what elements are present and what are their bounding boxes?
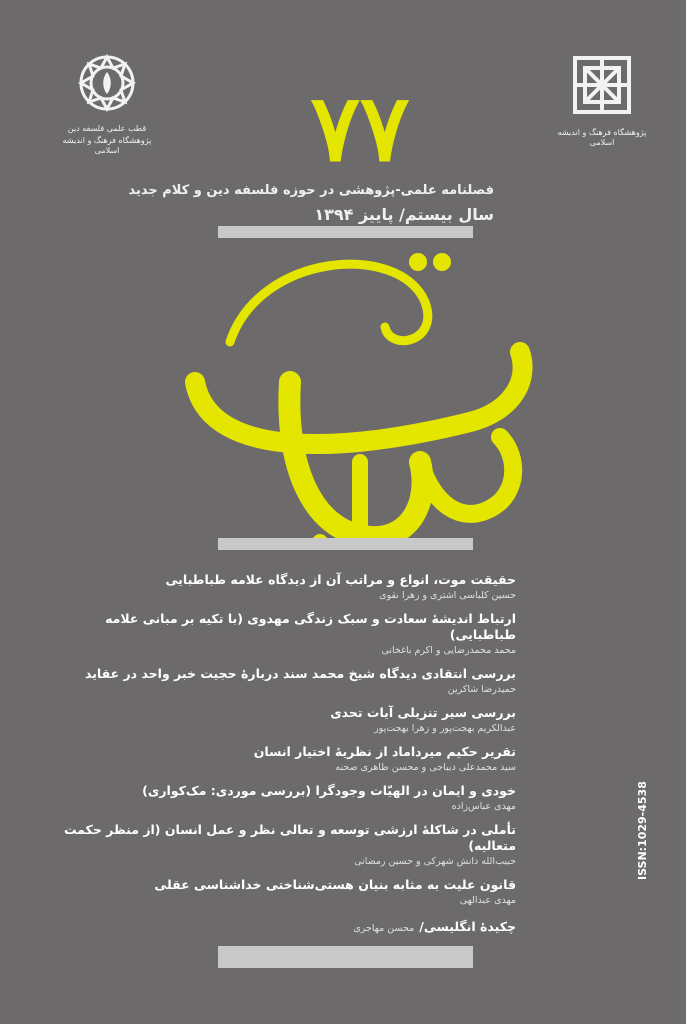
left-logo-caption-2: پژوهشگاه فرهنگ و اندیشه اسلامی bbox=[62, 136, 152, 155]
article-authors: حبیب‌الله دانش شهرکی و حسین رمضانی bbox=[354, 856, 516, 867]
article-authors: محمد محمدرضایی و اکرم باغخانی bbox=[381, 645, 516, 656]
toc-item bbox=[46, 744, 516, 774]
toc-item bbox=[46, 666, 516, 696]
article-title: تقریر حکیم میرداماد از نظریهٔ اختیار انسان bbox=[253, 744, 516, 759]
toc-item bbox=[46, 877, 516, 907]
article-authors: مهدی عباس‌زاده bbox=[451, 801, 516, 812]
issue-number: ۷۷ bbox=[310, 74, 410, 182]
qabasat-calligraphy-logo bbox=[170, 232, 550, 552]
right-logo-caption: پژوهشگاه فرهنگ و اندیشه اسلامی bbox=[557, 128, 647, 147]
bottom-bar bbox=[218, 946, 473, 968]
university-logo bbox=[52, 48, 162, 156]
article-title: تأملی در شاکلهٔ ارزشی توسعه و تعالی نظر و عمل انسان (از منظر حکمت متعالیه) bbox=[63, 822, 516, 853]
article-title: قانون علیت به مثابه بنیان هستی‌شناختی خداشناسی عقلی bbox=[154, 877, 516, 892]
article-authors: حمیدرضا شاکرین bbox=[447, 684, 516, 695]
article-authors: عبدالکریم بهجت‌پور و زهرا بهجت‌پور bbox=[374, 723, 516, 734]
toc-item bbox=[46, 572, 516, 602]
year-season: سال بیستم/ پاییز ۱۳۹۴ bbox=[314, 205, 494, 224]
toc-item bbox=[46, 611, 516, 657]
article-authors: مهدی عبدالهی bbox=[459, 895, 516, 906]
article-title: حقیقت موت، انواع و مراتب آن از دیدگاه علامه طباطبایی bbox=[165, 572, 516, 587]
article-title: ارتباط اندیشهٔ سعادت و سبک زندگی مهدوی (با تکیه بر مبانی علامه طباطبایی) bbox=[105, 611, 516, 642]
toc-item bbox=[46, 916, 516, 935]
article-title: چکیدهٔ انگلیسی/ bbox=[419, 919, 516, 934]
table-of-contents bbox=[46, 572, 516, 944]
toc-item bbox=[46, 783, 516, 813]
toc-item bbox=[46, 822, 516, 868]
article-title: خودی و ایمان در الهیّات وجودگرا (بررسی موردی: مک‌کواری) bbox=[142, 783, 516, 798]
knot-emblem-icon bbox=[565, 48, 639, 122]
issn-number: ISSN:1029-4538 bbox=[636, 781, 649, 880]
flower-emblem-icon bbox=[67, 48, 147, 118]
article-title: بررسی سیر تنزیلی آیات تحدی bbox=[330, 705, 516, 720]
journal-subtitle: فصلنامه علمی-پژوهشی در حوزه فلسفه دین و کلام جدید bbox=[128, 183, 494, 198]
article-authors: حسین کلباسی اشتری و زهرا نقوی bbox=[379, 590, 516, 601]
institute-logo bbox=[554, 48, 650, 148]
article-authors: محسن مهاجری bbox=[353, 923, 415, 934]
middle-bar bbox=[218, 538, 473, 550]
toc-item bbox=[46, 705, 516, 735]
left-logo-caption-1: قطب علمی فلسفه دین bbox=[67, 124, 147, 133]
article-title: بررسی انتقادی دیدگاه شیخ محمد سند دربارهٔ حجیت خبر واحد در عقاید bbox=[84, 666, 516, 681]
article-authors: سید محمدعلی دیباجی و محسن طاهری صحنه bbox=[335, 762, 516, 773]
